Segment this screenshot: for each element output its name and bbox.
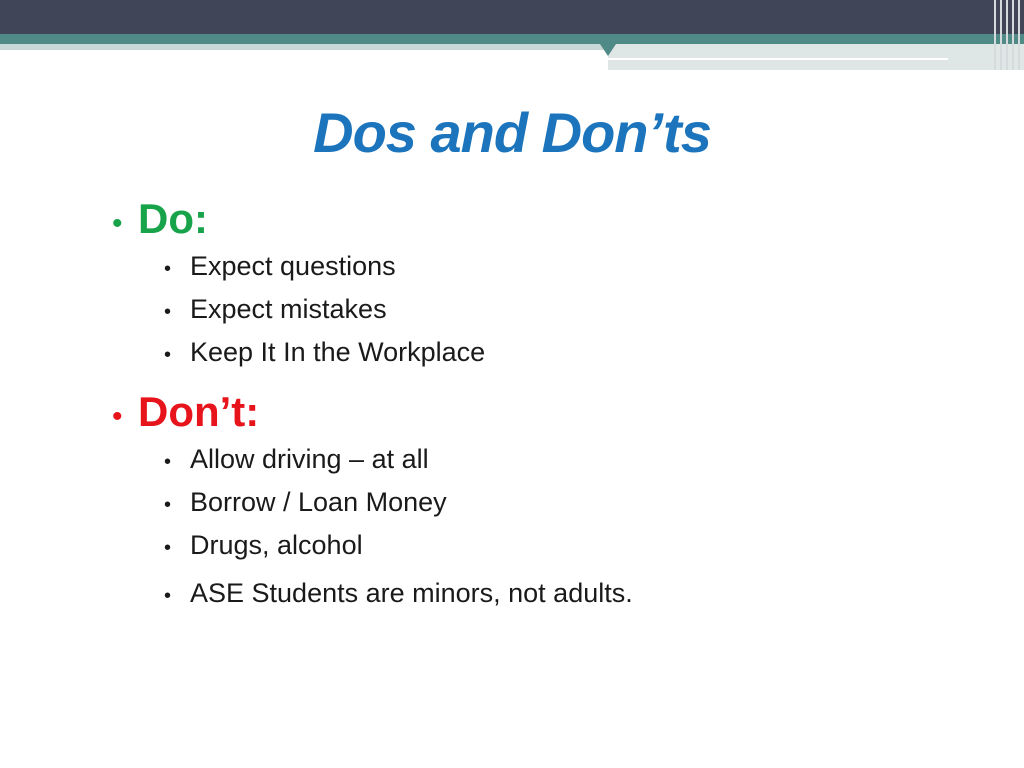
list-item bbox=[164, 294, 972, 337]
bullet-icon: • bbox=[164, 258, 172, 280]
list-item-text: Drugs, alcohol bbox=[190, 530, 363, 560]
list-item bbox=[164, 444, 972, 487]
dont-heading-row bbox=[112, 388, 972, 444]
header-notch bbox=[600, 44, 616, 56]
bullet-icon: • bbox=[112, 400, 123, 433]
list-item-text: Borrow / Loan Money bbox=[190, 487, 447, 517]
bullet-icon: • bbox=[164, 301, 172, 323]
list-item-text: Expect questions bbox=[190, 251, 396, 281]
bullet-icon: • bbox=[164, 344, 172, 366]
header-thin-line bbox=[608, 58, 948, 60]
list-item bbox=[164, 251, 972, 294]
list-item bbox=[164, 337, 972, 380]
bullet-icon: • bbox=[164, 494, 172, 516]
header-bar-dark bbox=[0, 0, 1024, 34]
bullet-icon: • bbox=[112, 207, 123, 240]
slide-body bbox=[112, 195, 972, 621]
list-item-text: Keep It In the Workplace bbox=[190, 337, 486, 367]
header-bar-light bbox=[0, 44, 608, 50]
list-item-text: ASE Students are minors, not adults. bbox=[190, 578, 633, 608]
do-heading-row bbox=[112, 195, 972, 251]
header-bar-teal bbox=[0, 34, 1024, 44]
bullet-icon: • bbox=[164, 537, 172, 559]
slide-title: Dos and Don’ts bbox=[313, 101, 711, 164]
list-item bbox=[164, 530, 972, 573]
list-item bbox=[164, 578, 972, 621]
header-right-stripes bbox=[988, 0, 1024, 70]
list-item-text: Expect mistakes bbox=[190, 294, 387, 324]
list-item-text: Allow driving – at all bbox=[190, 444, 429, 474]
dont-heading: Don’t: bbox=[138, 388, 260, 435]
bullet-icon: • bbox=[164, 585, 172, 607]
header-bar-light-right bbox=[608, 44, 1024, 70]
do-heading: Do: bbox=[138, 195, 208, 242]
list-item bbox=[164, 487, 972, 530]
bullet-icon: • bbox=[164, 451, 172, 473]
